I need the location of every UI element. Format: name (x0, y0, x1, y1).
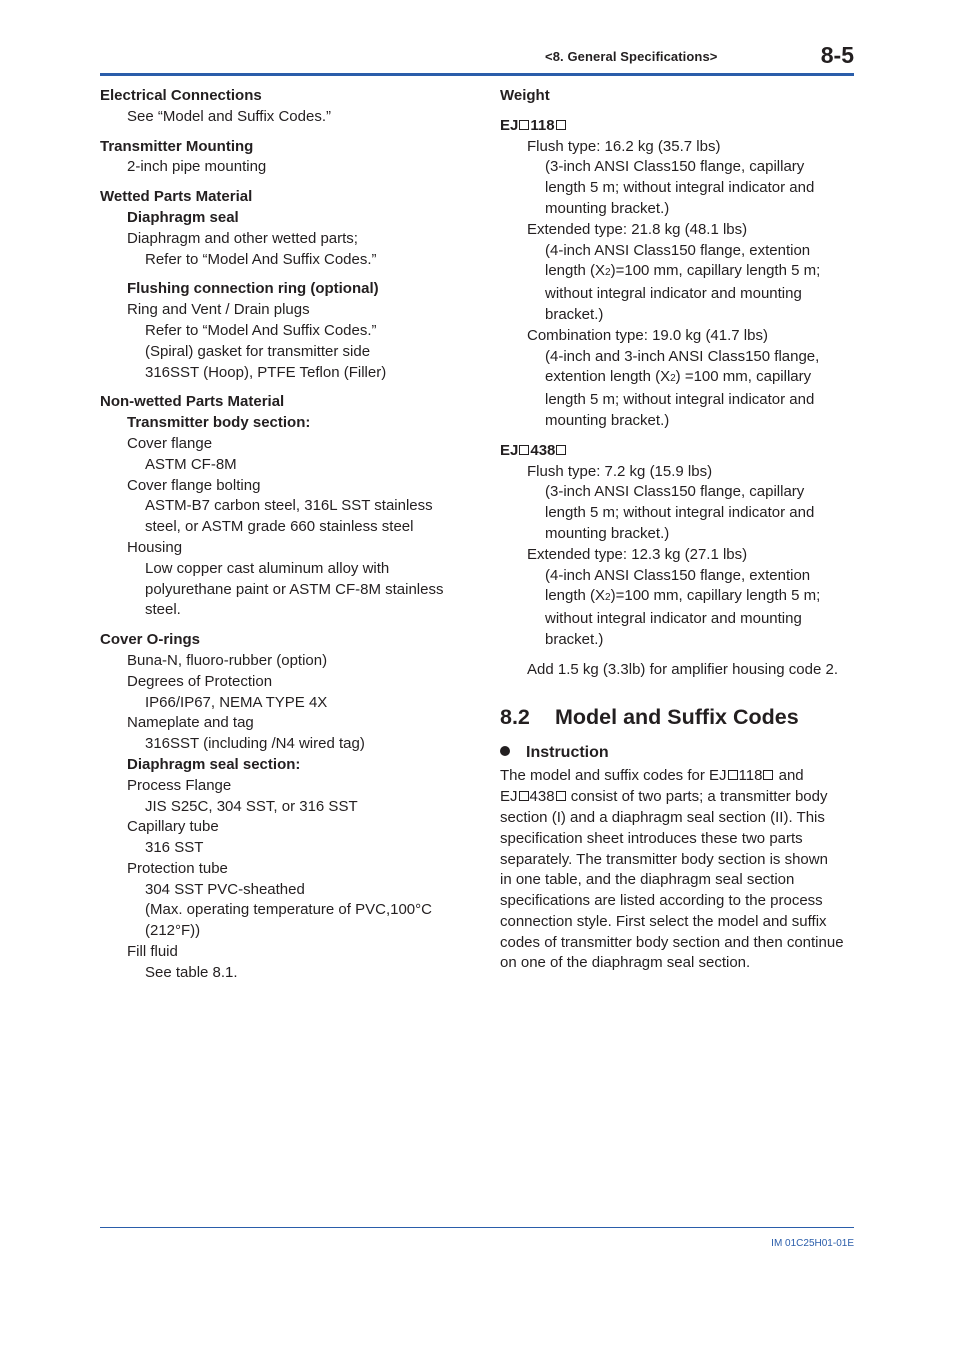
weight-line: Combination type: 19.0 kg (41.7 lbs) (527, 326, 768, 344)
diaphragm-line: Refer to “Model And Suffix Codes.” (145, 250, 377, 268)
spec-label: Fill fluid (127, 943, 178, 961)
wetted-parts (100, 187, 470, 383)
weight-detail: length 5 m; without integral indicator and (545, 504, 815, 522)
transmitter-mounting (100, 137, 470, 179)
nonwetted-title: Non-wetted Parts Material (100, 393, 285, 411)
bullet-icon (500, 746, 510, 756)
weight-line: Extended type: 12.3 kg (27.1 lbs) (527, 545, 748, 563)
flushing-title: Flushing connection ring (optional) (127, 280, 379, 298)
spec-value: JIS S25C, 304 SST, or 316 SST (145, 797, 358, 815)
left-column (100, 86, 470, 984)
weight-detail: without integral indicator and mounting (545, 285, 802, 303)
spec-value: IP66/IP67, NEMA TYPE 4X (145, 693, 328, 711)
diaphragm-seal-title: Diaphragm seal (127, 208, 239, 226)
page-number: 8-5 (820, 42, 854, 68)
non-wetted-parts (100, 392, 470, 621)
spec-label: Cover flange (127, 434, 213, 452)
mounting-title: Transmitter Mounting (100, 137, 254, 155)
paragraph-line: connection style. First select the model and suffix (500, 912, 827, 930)
ej438-weights (500, 441, 856, 651)
model-ej118: EJ 118 (500, 116, 856, 137)
header-rule (100, 73, 854, 76)
placeholder-box-icon (519, 445, 529, 455)
spec-label: Buna-N, fluoro-rubber (option) (127, 651, 328, 669)
placeholder-box-icon (519, 120, 529, 130)
weight-detail: (4-inch ANSI Class150 flange, extention (545, 566, 811, 584)
placeholder-box-icon (556, 445, 566, 455)
paragraph-line: section (I) and a diaphragm seal section (II). This (500, 808, 825, 826)
weight-detail: (3-inch ANSI Class150 flange, capillary (545, 158, 805, 176)
placeholder-box-icon (556, 120, 566, 130)
placeholder-box-icon (728, 770, 738, 780)
instruction-paragraph (500, 766, 856, 974)
spec-label: Degrees of Protection (127, 672, 273, 690)
ej118-weights (500, 116, 856, 432)
weight-detail: bracket.) (545, 630, 604, 648)
spec-label: Protection tube (127, 859, 228, 877)
paragraph-line: separately. The transmitter body section is shown (500, 850, 828, 868)
weight-detail: extention length (X2) =100 mm, capillary (545, 368, 812, 386)
model-ej438: EJ 438 (500, 441, 856, 462)
spec-value: ASTM-B7 carbon steel, 316L SST stainless (145, 497, 433, 515)
weight-detail: length (X2)=100 mm, capillary length 5 m; (545, 262, 821, 280)
weight-line: Flush type: 7.2 kg (15.9 lbs) (527, 462, 713, 480)
spec-value: See table 8.1. (145, 963, 238, 981)
spec-label: Nameplate and tag (127, 714, 254, 732)
electrical-connections (100, 86, 470, 128)
spec-value: Low copper cast aluminum alloy with (145, 559, 390, 577)
cover-o-rings (100, 630, 470, 984)
weight-detail: length 5 m; without integral indicator and (545, 391, 815, 409)
section-number: 8.2 (500, 704, 530, 729)
amplifier-note: Add 1.5 kg (3.3lb) for amplifier housing code 2. (527, 660, 839, 678)
electrical-text: See “Model and Suffix Codes.” (127, 107, 332, 125)
spec-label: Housing (127, 538, 183, 556)
weight-detail: bracket.) (545, 305, 604, 323)
weight-detail: length (X2)=100 mm, capillary length 5 m; (545, 587, 821, 605)
paragraph-line: specifications are listed according to the process (500, 892, 823, 910)
weight-detail: mounting bracket.) (545, 411, 670, 429)
right-column (500, 86, 856, 974)
paragraph-line: EJ 438 consist of two parts; a transmitter body (500, 788, 828, 806)
spec-value: (Max. operating temperature of PVC,100°C (145, 901, 432, 919)
spec-value: 316SST (including /N4 wired tag) (145, 735, 365, 753)
instruction-heading: Instruction (500, 743, 856, 764)
mounting-text: 2-inch pipe mounting (127, 158, 267, 176)
header-section-title: <8. General Specifications> (545, 49, 718, 64)
spec-value: steel, or ASTM grade 660 stainless steel (145, 518, 414, 536)
weight-title: Weight (500, 87, 550, 104)
spec-value: 304 SST PVC-sheathed (145, 880, 305, 898)
weight-detail: mounting bracket.) (545, 199, 670, 217)
footer-rule (100, 1227, 854, 1228)
spec-label: Process Flange (127, 776, 232, 794)
paragraph-line: on one of the diaphragm seal section. (500, 954, 751, 972)
paragraph-line: The model and suffix codes for EJ 118 and (500, 767, 804, 785)
paragraph-line: specification sheet introduces these two parts (500, 829, 803, 847)
flushing-line: Refer to “Model And Suffix Codes.” (145, 321, 377, 339)
placeholder-box-icon (519, 791, 529, 801)
body-section-title: Transmitter body section: (127, 414, 311, 432)
diaphragm-line: Diaphragm and other wetted parts; (127, 229, 358, 247)
document-id: IM 01C25H01-01E (771, 1238, 854, 1249)
weight-detail: length 5 m; without integral indicator and (545, 179, 815, 197)
placeholder-box-icon (763, 770, 773, 780)
seal-section-title: Diaphragm seal section: (127, 755, 301, 773)
spec-value: ASTM CF-8M (145, 455, 237, 473)
placeholder-box-icon (556, 791, 566, 801)
weight-line: Flush type: 16.2 kg (35.7 lbs) (527, 137, 721, 155)
oring-title: Cover O-rings (100, 631, 201, 649)
weight-detail: (4-inch and 3-inch ANSI Class150 flange, (545, 347, 820, 365)
wetted-title: Wetted Parts Material (100, 188, 253, 206)
spec-value: (212°F)) (145, 922, 201, 940)
paragraph-line: codes of transmitter body section and then continue (500, 933, 844, 951)
flushing-line: (Spiral) gasket for transmitter side (145, 342, 371, 360)
electrical-title: Electrical Connections (100, 87, 262, 104)
flushing-line: Ring and Vent / Drain plugs (127, 301, 310, 319)
flushing-line: 316SST (Hoop), PTFE Teflon (Filler) (145, 363, 387, 381)
paragraph-line: in one table, and the diaphragm seal section (500, 871, 795, 889)
spec-value: 316 SST (145, 839, 204, 857)
section-title: Model and Suffix Codes (555, 704, 799, 729)
weight-detail: without integral indicator and mounting (545, 610, 802, 628)
section-heading (500, 703, 856, 731)
weight-detail: mounting bracket.) (545, 524, 670, 542)
spec-label: Capillary tube (127, 818, 219, 836)
spec-value: steel. (145, 601, 181, 619)
weight-detail: (4-inch ANSI Class150 flange, extention (545, 241, 811, 259)
spec-label: Cover flange bolting (127, 476, 261, 494)
spec-value: polyurethane paint or ASTM CF-8M stainless (145, 580, 444, 598)
weight-line: Extended type: 21.8 kg (48.1 lbs) (527, 220, 748, 238)
weight-detail: (3-inch ANSI Class150 flange, capillary (545, 483, 805, 501)
